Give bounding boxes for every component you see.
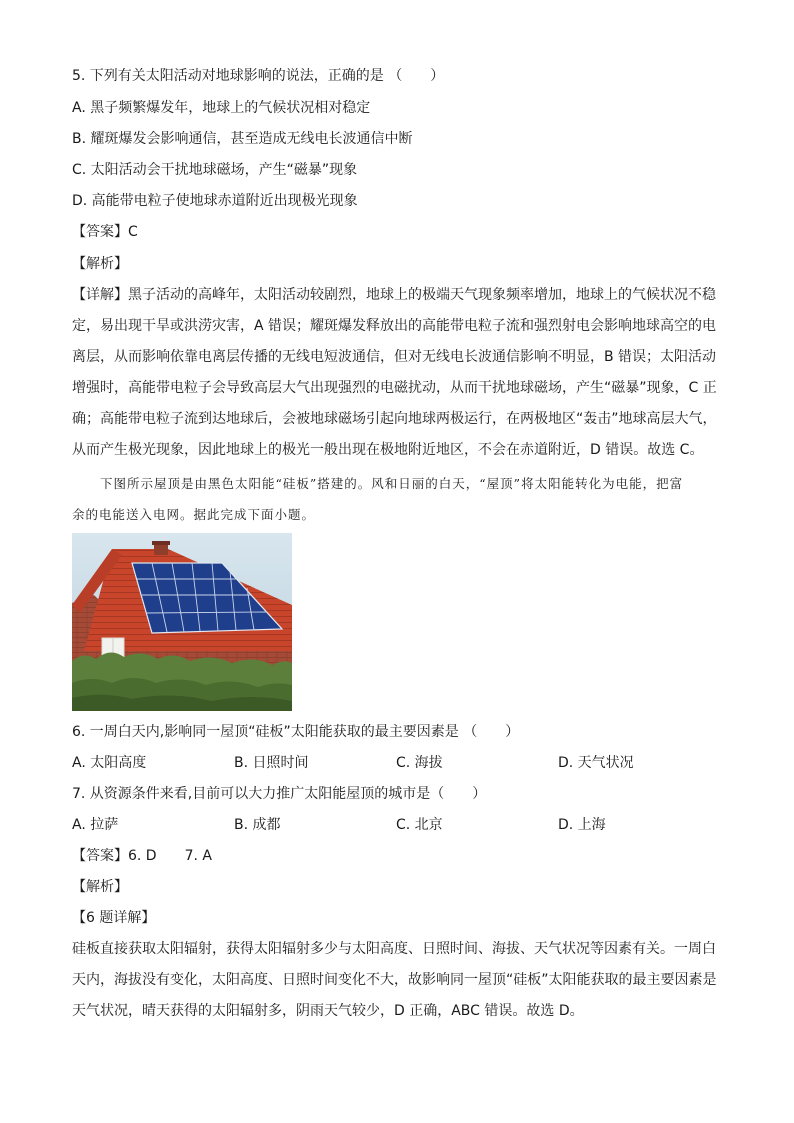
- q5-detail-line: 定，易出现干旱或洪涝灾害，A 错误；耀斑爆发释放出的高能带电粒子流和强烈射电会影响地球高空的电: [72, 318, 717, 334]
- q5-detail-line: 【详解】黑子活动的高峰年，太阳活动较剧烈，地球上的极端天气现象频率增加，地球上的气候状况不稳: [72, 287, 716, 303]
- q6-detail-line: 天气状况，晴天获得的太阳辐射多，阴雨天气较少，D 正确，ABC 错误。故选 D。: [72, 1003, 584, 1019]
- q6-detail-label: 【6 题详解】: [72, 910, 156, 926]
- q6-detail-line: 天内，海拔没有变化，太阳高度、日照时间变化不大，故影响同一屋顶“硅板”太阳能获取的最主要因素是: [72, 972, 717, 988]
- q5-detail-line: 确；高能带电粒子流到达地球后，会被地球磁场引起向地球两极运行，在两极地区“轰击”地球高层大气，: [72, 411, 717, 427]
- q5-detail-line: 增强时，高能带电粒子会导致高层大气出现强烈的电磁扰动，从而干扰地球磁场，产生“磁暴”现象，C 正: [72, 380, 717, 396]
- q6-stem: 6. 一周白天内,影响同一屋顶“硅板”太阳能获取的最主要因素是 （ ）: [72, 724, 520, 740]
- q6-option-c: C. 海拔: [396, 755, 443, 771]
- q5-analysis-label: 【解析】: [72, 256, 128, 272]
- q7-option-c: C. 北京: [396, 817, 443, 833]
- q7-option-b: B. 成都: [234, 817, 281, 833]
- q6-option-d: D. 天气状况: [558, 755, 634, 771]
- q7-stem: 7. 从资源条件来看,目前可以大力推广太阳能屋顶的城市是（ ）: [72, 786, 487, 802]
- q5-stem: 5. 下列有关太阳活动对地球影响的说法，正确的是 （ ）: [72, 68, 445, 84]
- q6-detail: [72, 934, 720, 1027]
- answer-7: 7. A: [184, 848, 212, 864]
- answer-6: 6. D: [128, 848, 157, 864]
- q5-option-c: C. 太阳活动会干扰地球磁场，产生“磁暴”现象: [72, 162, 358, 178]
- q7-option-d: D. 上海: [558, 817, 606, 833]
- answer-label: 【答案】: [72, 848, 128, 864]
- q6-option-b: B. 日照时间: [234, 755, 309, 771]
- q5-option-d: D. 高能带电粒子使地球赤道附近出现极光现象: [72, 193, 358, 209]
- material-intro: [72, 468, 722, 530]
- q6-option-a: A. 太阳高度: [72, 755, 147, 771]
- q7-option-a: A. 拉萨: [72, 817, 119, 833]
- q5-option-b: B. 耀斑爆发会影响通信，甚至造成无线电长波通信中断: [72, 131, 413, 147]
- solar-roof-house-photo: [72, 533, 292, 711]
- q6-detail-line: 硅板直接获取太阳辐射，获得太阳辐射多少与太阳高度、日照时间、海拔、天气状况等因素有关。一周白: [72, 941, 716, 957]
- q5-detail-line: 从而产生极光现象，因此地球上的极光一般出现在极地附近地区，不会在赤道附近，D 错误。故选 C。: [72, 442, 704, 458]
- q67-analysis-label: 【解析】: [72, 879, 128, 895]
- q5-detail-line: 离层，从而影响依靠电离层传播的无线电短波通信，但对无线电长波通信影响不明显，B 错误；太阳活动: [72, 349, 717, 365]
- q5-option-a: A. 黑子频繁爆发年，地球上的气候状况相对稳定: [72, 100, 371, 116]
- intro-line: 下图所示屋顶是由黑色太阳能“硅板”搭建的。风和日丽的白天，“屋顶”将太阳能转化为电能，把富: [100, 476, 684, 491]
- q5-detail: [72, 280, 720, 466]
- q67-answer: [72, 846, 212, 866]
- intro-line: 余的电能送入电网。据此完成下面小题。: [72, 507, 316, 522]
- q5-answer: 【答案】C: [72, 224, 138, 240]
